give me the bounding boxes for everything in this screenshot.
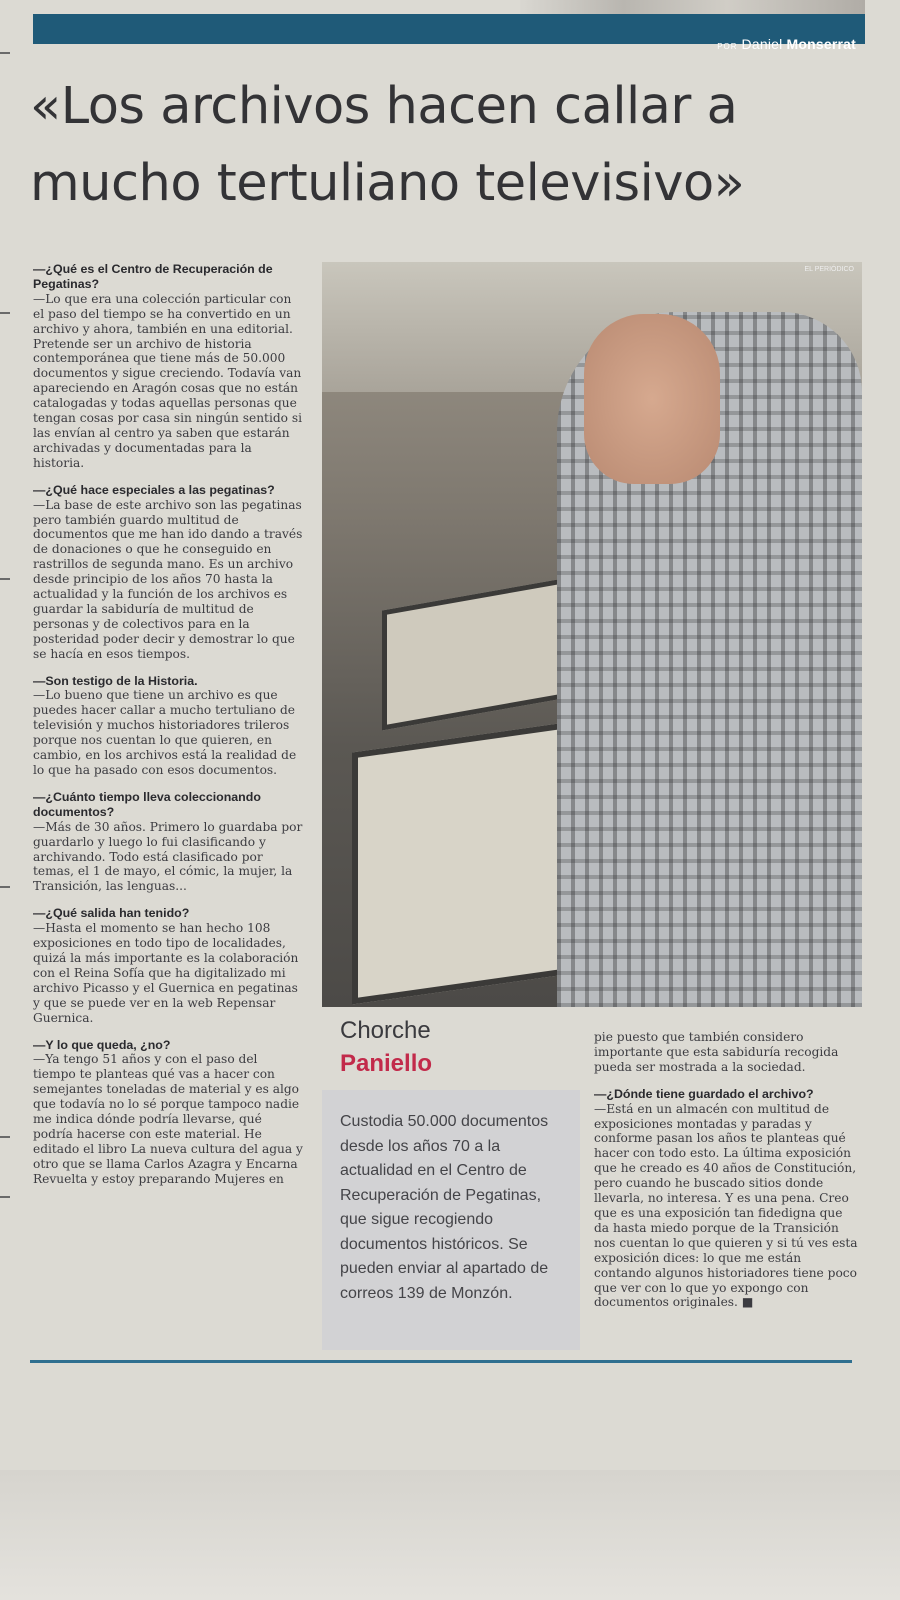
headline: «Los archivos hacen callar a mucho tertuliano televisivo» [30, 77, 745, 213]
question: —¿Qué hace especiales a las pegatinas? [33, 482, 275, 497]
question: —Son testigo de la Historia. [33, 673, 198, 688]
qa-block [594, 1087, 858, 1311]
answer: —Ya tengo 51 años y con el paso del tiempo te planteas qué vas a hacer con semejantes toneladas de material y es algo que todavía no lo sé porque tampoco nadie me indica dónde podría llevarse, qué podría hacerse con este material. He editado el libro La nueva cultura del agua y otro que se llama Carlos Azagra y Encarna Revuelta y estoy preparando Mujeres en [33, 1052, 303, 1186]
byline [717, 36, 856, 52]
qa-block [33, 906, 303, 1025]
question: —¿Qué salida han tenido? [33, 906, 190, 921]
qa-block [33, 483, 303, 662]
answer: —Lo que era una colección particular con el paso del tiempo se ha convertido en un archivo y ahora, también en una editorial. Pretende ser un archivo de historia contemporánea que tiene más de 50.000 documentos y sigue creciendo. Todavía van apareciendo en Aragón cosas que no están catalogadas y todas aquellas personas que tengan cosas por casa sin ningún sentido si las envían al centro ya saben que estarán archivadas y documentadas para la historia. [33, 291, 303, 470]
qa-block [33, 1038, 303, 1187]
qa-block [33, 262, 303, 471]
continuation-paragraph: pie puesto que también considero importante que esta sabiduría recogida pueda ser mostrada a la sociedad. [594, 1030, 839, 1074]
question: —¿Cuánto tiempo lleva coleccionando documentos? [33, 789, 261, 819]
question: —¿Dónde tiene guardado el archivo? [594, 1086, 814, 1101]
byline-prefix: POR [717, 42, 738, 51]
profile-last-name: Paniello [340, 1050, 433, 1077]
answer: —Está en un almacén con multitud de exposiciones montadas y paradas y conforme pasan los años te planteas qué hacer con todo esto. La última exposición que he creado es 40 años de Constitución, pero cuando he buscado sitios donde llevarla, no interesa. Y es una pena. Creo que es una exposición tan fidedigna que da hasta miedo porque de la Transición nos cuentan lo que quieren y si tú ves esta exposición dices: lo que me están contando algunos historiadores tiene poco que ver con lo que yo expongo con documentos originales. ■ [594, 1101, 858, 1310]
qa-block [33, 790, 303, 894]
profile-first-name: Chorche [340, 1017, 431, 1044]
author-first-name: Daniel [741, 36, 783, 52]
question: —Y lo que queda, ¿no? [33, 1037, 171, 1052]
photo-person-head [584, 314, 720, 484]
answer: —La base de este archivo son las pegatinas pero también guardo multitud de documentos que me han ido dando a través de donaciones o que he conseguido en rastrillos de segunda mano. Es un archivo desde principio de los años 70 hasta la actualidad y la función de los archivos es guardar la sabiduría de multitud de personas y de colectivos para en la posteridad poder decir y demostrar lo que se hacía en esos tiempos. [33, 497, 303, 661]
page-bottom-margin [0, 1470, 900, 1600]
interview-right-column [594, 1030, 858, 1322]
interview-left-column [33, 262, 303, 1199]
answer: —Más de 30 años. Primero lo guardaba por guardarlo y luego lo fui clasificando y archivando. Todo está clasificado por temas, el 1 de mayo, el cómic, la mujer, la Transición, las lenguas... [33, 819, 303, 894]
question: —¿Qué es el Centro de Recuperación de Pegatinas? [33, 262, 273, 291]
author-last-name: Monserrat [786, 36, 856, 52]
answer: —Lo bueno que tiene un archivo es que puedes hacer callar a mucho tertuliano de televisión y muchos historiadores trileros porque nos cuentan lo que quieren, en cambio, en los archivos está la realidad de lo que ha pasado con esos documentos. [33, 688, 297, 777]
page-edge-marks [0, 0, 14, 1400]
answer: —Hasta el momento se han hecho 108 exposiciones en todo tipo de localidades, quizá la más importante es la colaboración con el Reina Sofía que ha digitalizado mi archivo Picasso y el Guernica en pegatinas y que se puede ver en la web Repensar Guernica. [33, 921, 299, 1025]
photo-credit: EL PERIÓDICO [804, 266, 854, 273]
profile-summary: Custodia 50.000 documentos desde los años 70 a la actualidad en el Centro de Recuperación de Pegatinas, que sigue recogiendo documentos históricos. Se pueden enviar al apartado de correos 139 de Monzón. [340, 1113, 549, 1302]
interview-photo [322, 262, 862, 1007]
footer-rule [30, 1360, 852, 1363]
qa-block [33, 674, 303, 778]
